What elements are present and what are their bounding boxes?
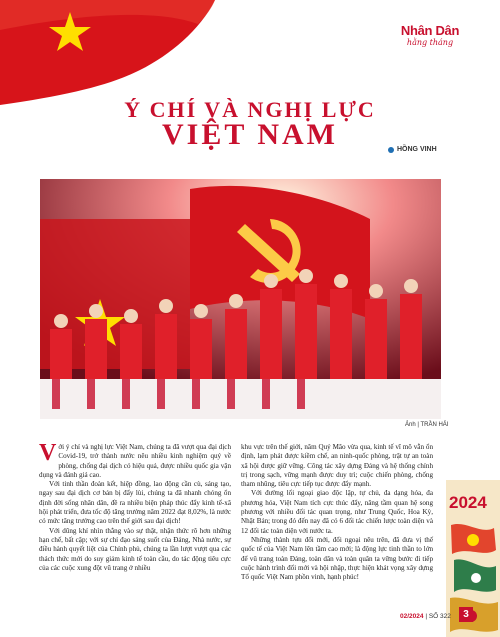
page-number: 3 (459, 607, 473, 622)
headline-line2: VIỆT NAM (162, 118, 338, 151)
page-footer (400, 613, 451, 620)
paragraph-1 (39, 440, 231, 480)
issue-date: 02/2024 (400, 613, 424, 620)
logo-subtitle: hằng tháng (406, 38, 454, 47)
issue-label: SỐ (428, 613, 439, 620)
drop-cap: V (39, 440, 57, 466)
paragraph-4: khu vực trên thế giới, năm Quý Mão vừa qua, kinh tế vĩ mô vẫn ổn định, lạm phát được kiềm chế, an ninh-quốc phòng, trật tự an toàn xã hội được giữ vững. Công tác xây dựng Đảng và hệ thống chính trị trong sạch, vững mạnh được duy trì; cuộc chiến phòng, chống tham nhũng, tiêu cực tiếp tục được đẩy mạnh. (241, 443, 433, 489)
author-name: HỒNG VINH (397, 146, 437, 153)
issue-number: 322 (440, 613, 451, 620)
issue-separator: | (425, 613, 429, 620)
dragon-year-decoration (446, 480, 500, 637)
vietnam-flag-decoration (0, 0, 215, 105)
paragraph-3: Với dũng khí nhìn thẳng vào sự thật, nhận thức rõ hơn những hạn chế, bất cập; với sự chỉ đạo sáng suốt của Đảng, Nhà nước, sự điều hành quyết liệt của Chính phủ, chúng ta lần lượt vượt qua các thách thức mới do suy giảm kinh tế toàn cầu, do tác động tiêu cực của các cuộc xung đột vũ trang ở nhiều (39, 526, 231, 572)
logo-name: Nhân Dân (400, 23, 460, 38)
article-column-2 (241, 443, 433, 582)
decor-year: 2024 (449, 493, 487, 512)
article-column-1 (39, 440, 231, 573)
performance-photo (40, 179, 441, 419)
paragraph-6: Những thành tựu đổi mới, đổi ngoại nêu trên, đã đưa vị thế quốc tế của Việt Nam lên tầm cao mới; là động lực tinh thần to lớn để vũ trang toàn Đảng, toàn dân và toàn quân ta vững bước đi tiếp cuộc hành trình đổi mới và hội nhập, thực hiện khát vọng xây dựng Tổ quốc Việt Nam phồn vinh, hạnh phúc! (241, 535, 433, 582)
bullet-dot-icon (388, 147, 394, 153)
paragraph-1-text: ới ý chí và nghị lực Việt Nam, chúng ta đã vượt qua đại dịch Covid-19, trở thành nước nêu nhiều kinh nghiệm quý về phòng, chống đại dịch có hiệu quả, được nhiều quốc gia vận dụng và đánh giá cao. (39, 443, 231, 479)
paragraph-5: Với đường lối ngoại giao độc lập, tự chủ, đa dạng hóa, đa phương hóa, Việt Nam tích cực thúc đẩy, nâng tầm quan hệ song phương với nhiều đối tác quan trọng, như Trung Quốc, Hoa Kỳ, Nhật Bản; trong đó đến nay đã có 6 đối tác chiến lược toàn diện và 12 đối tác toàn diện với nước ta. (241, 489, 433, 535)
newspaper-logo (386, 24, 474, 47)
photo-credit: Ảnh | TRẦN HẢI (405, 422, 449, 428)
author-byline (388, 146, 437, 153)
headline-line1: Ý CHÍ VÀ NGHỊ LỰC (124, 97, 376, 122)
paragraph-2: Với tinh thần đoàn kết, hiệp đồng, lao động cần cù, sáng tạo, ngay sau đại dịch cơ bản bị đẩy lùi, chúng ta đã nhanh chóng ổn định đời sống nhân dân, đề ra nhiều biện pháp thúc đẩy kinh tế-xã hội phát triển, đưa tốc độ tăng trưởng năm 2022 đạt 8,02%, là nước có mức tăng trưởng cao trên thế giới sau đại dịch! (39, 480, 231, 526)
